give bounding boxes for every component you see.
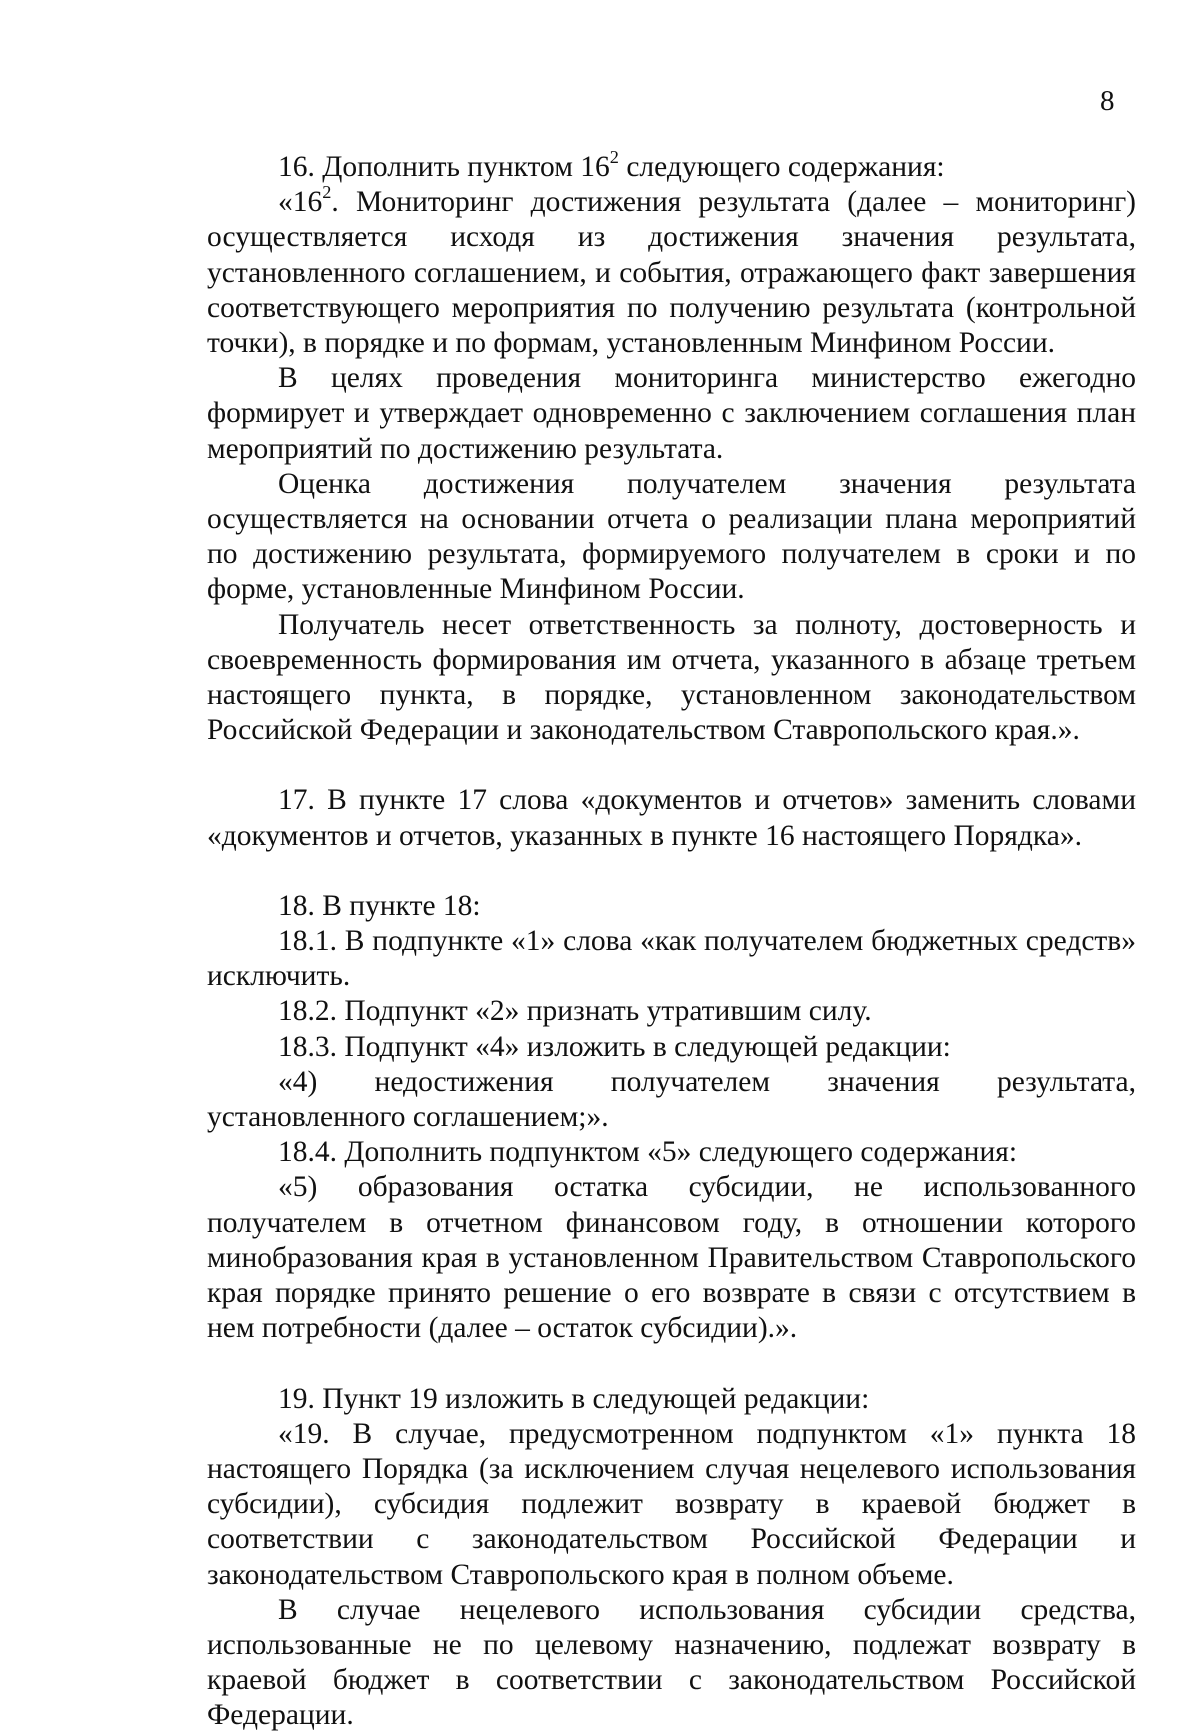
paragraph: 18.1. В подпункте «1» слова «как получателем бюджетных средств» исключить. xyxy=(207,925,1136,993)
paragraph: В случае нецелевого использования субсидии средства, использованные не по целевому назначению, подлежат возврату в краевой бюджет в соответствии с законодательством Российской Федерации. xyxy=(207,1593,1136,1732)
paragraph: В целях проведения мониторинга министерство ежегодно формирует и утверждает одновременно с заключением соглашения план мероприятий по достижению результата. xyxy=(207,362,1136,465)
superscript: 2 xyxy=(609,147,619,168)
paragraph: «$16^2$. Мониторинг достижения результата (далее – мониторинг) осуществляется исходя из достижения значения результата, установленного соглашением, и события, отражающего факт завершения соответствующего мероприятия по получению результата (контрольной точки), в порядке и по формам, установленным Минфином России. xyxy=(207,182,1136,360)
paragraph: «5) образования остатка субсидии, не использованного получателем в отчетном финансовом году, в отношении которого минобразования края в установленном Правительством Ставропольского края порядке принято решение о его возврате в связи с отсутствием в нем потребности (далее – остаток субсидии).». xyxy=(207,1171,1136,1345)
paragraph: Получатель несет ответственность за полноту, достоверность и своевременность формирования им отчета, указанного в абзаце третьем настоящего пункта, в порядке, установленном законодательством Российской Федерации и законодательством Ставропольского края.». xyxy=(207,608,1136,747)
paragraph: 17. В пункте 17 слова «документов и отчетов» заменить словами «документов и отчетов, указанных в пункте 16 настоящего Порядка». xyxy=(207,784,1136,852)
paragraph: 18.3. Подпункт «4» изложить в следующей редакции: xyxy=(278,1030,951,1063)
paragraph: Оценка достижения получателем значения результата осуществляется на основании отчета о реализации плана мероприятий по достижению результата, формируемого получателем в сроки и по форме, установленные Минфином России. xyxy=(207,467,1136,606)
paragraph: «19. В случае, предусмотренном подпунктом «1» пункта 18 настоящего Порядка (за исключением случая нецелевого использования субсидии), субсидия подлежит возврату в краевой бюджет в соответствии с законодательством Российской Федерации и законодательством Ставропольского края в полном объеме. xyxy=(207,1417,1136,1591)
paragraph: 16. Дополнить пунктом $16^2$ следующего содержания: xyxy=(278,147,945,183)
paragraph: 18.4. Дополнить подпунктом «5» следующего содержания: xyxy=(278,1136,1018,1169)
paragraph: 18.2. Подпункт «2» признать утратившим силу. xyxy=(278,995,872,1028)
paragraph: 19. Пункт 19 изложить в следующей редакции: xyxy=(278,1382,870,1415)
document-body xyxy=(207,147,1136,1734)
paragraph: «4) недостижения получателем значения результата, установленного соглашением;». xyxy=(207,1065,1136,1134)
page-number: 8 xyxy=(1100,85,1115,117)
superscript: 2 xyxy=(322,182,332,203)
paragraph: 18. В пункте 18: xyxy=(278,889,481,922)
